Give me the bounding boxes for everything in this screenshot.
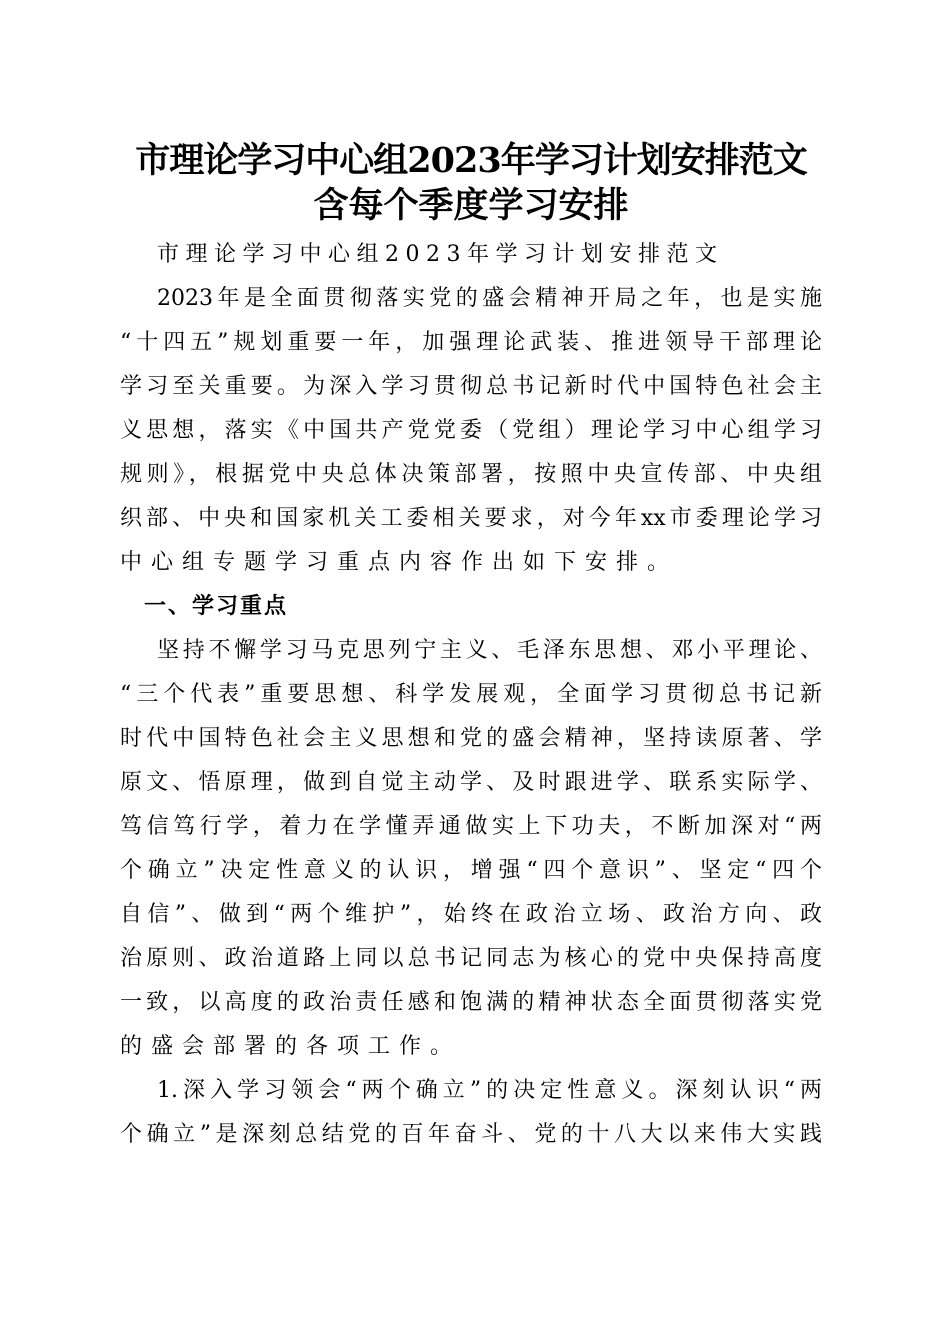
text-line: 坚持不懈学习马克思列宁主义、毛泽东思想、邓小平理论、 <box>157 638 822 663</box>
text-line: 治原则、政治道路上同以总书记同志为核心的党中央保持高度 <box>120 946 822 971</box>
text-line: 自信”、做到“两个维护”，始终在政治立场、政治方向、政 <box>120 902 822 927</box>
intro-paragraph <box>120 277 822 585</box>
text-line: 个确立”决定性意义的认识，增强“四个意识”、坚定“四个 <box>120 858 822 883</box>
section-1-paragraph <box>120 629 822 1069</box>
text-line: 织部、中央和国家机关工委相关要求，对今年xx市委理论学习 <box>120 506 822 531</box>
text-line: “十四五”规划重要一年，加强理论武装、推进领导干部理论 <box>120 330 822 355</box>
text-line: 中心组专题学习重点内容作出如下安排。 <box>120 550 679 575</box>
text-line: 一致，以高度的政治责任感和饱满的精神状态全面贯彻落实党 <box>120 990 822 1015</box>
section-heading: 一、学习重点 <box>144 594 289 619</box>
text-line: 的盛会部署的各项工作。 <box>120 1034 462 1059</box>
text-line: 笃信笃行学，着力在学懂弄通做实上下功夫，不断加深对“两 <box>120 814 822 839</box>
text-line: 2023年是全面贯彻落实党的盛会精神开局之年，也是实施 <box>157 286 822 311</box>
document-body <box>120 233 822 1157</box>
text-line: 学习至关重要。为深入学习贯彻总书记新时代中国特色社会主 <box>120 374 822 399</box>
document-title-line-2: 含每个季度学习安排 <box>313 185 629 226</box>
text-line: “三个代表”重要思想、科学发展观，全面学习贯彻总书记新 <box>120 682 822 707</box>
text-line: 1.深入学习领会“两个确立”的决定性意义。深刻认识“两 <box>157 1078 822 1103</box>
text-line: 时代中国特色社会主义思想和党的盛会精神，坚持读原著、学 <box>120 726 822 751</box>
document-title-line-1: 市理论学习中心组2023年学习计划安排范文 <box>135 140 807 181</box>
text-line: 个确立”是深刻总结党的百年奋斗、党的十八大以来伟大实践 <box>120 1122 822 1147</box>
subtitle: 市理论学习中心组2023年学习计划安排范文 <box>157 242 724 267</box>
text-line: 义思想，落实《中国共产党党委（党组）理论学习中心组学习 <box>120 418 822 443</box>
item-1-paragraph <box>120 1069 822 1157</box>
text-line: 规则》，根据党中央总体决策部署，按照中央宣传部、中央组 <box>120 462 822 487</box>
text-line: 原文、悟原理，做到自觉主动学、及时跟进学、联系实际学、 <box>120 770 822 795</box>
